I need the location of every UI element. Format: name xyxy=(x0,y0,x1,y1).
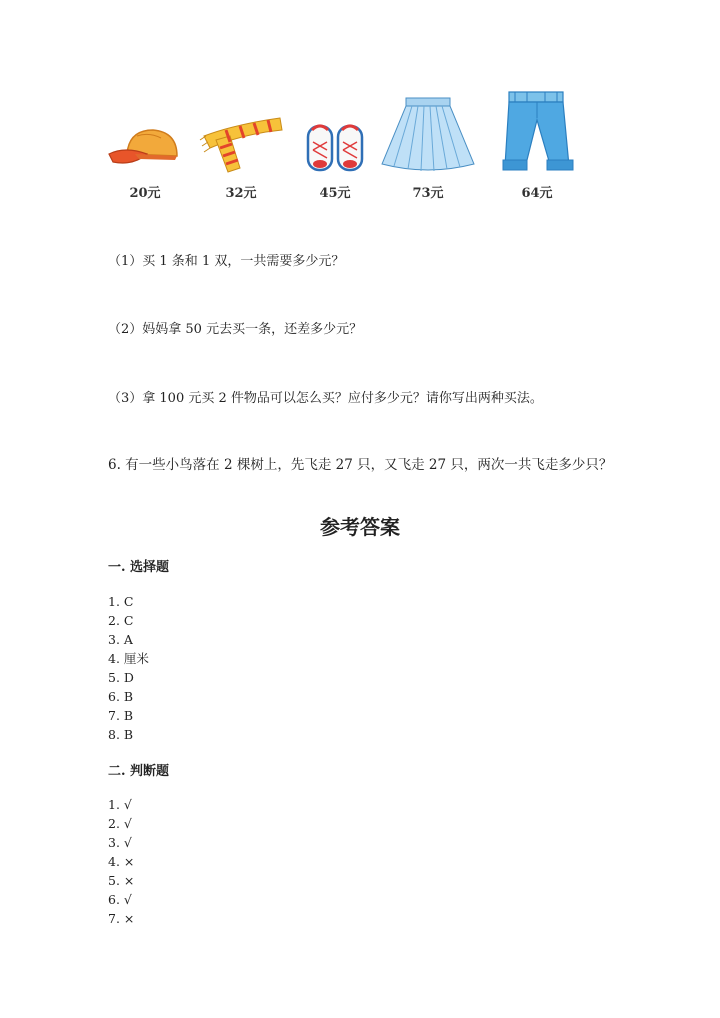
answer-item: 5. D xyxy=(108,670,134,685)
answer-item: 2. √ xyxy=(108,816,132,831)
question-2: （2）妈妈拿 50 元去买一条，还差多少元？ xyxy=(108,322,363,337)
item-skirt xyxy=(378,94,478,201)
question-1: （1）买 1 条和 1 双，一共需要多少元？ xyxy=(108,254,345,269)
answer-item: 4. 厘米 xyxy=(108,651,149,666)
answer-item: 6. B xyxy=(108,689,134,704)
section-judge-heading: 二. 判断题 xyxy=(108,764,170,779)
item-scarf xyxy=(196,114,286,201)
item-pants xyxy=(494,88,580,201)
answer-item: 5. × xyxy=(108,873,135,888)
answer-item: 6. √ xyxy=(108,892,132,907)
price-pants: 64元 xyxy=(521,186,553,201)
section-choice-heading: 一. 选择题 xyxy=(108,560,170,575)
question-3: （3）拿 100 元买 2 件物品可以怎么买？应付多少元？请你写出两种买法。 xyxy=(108,391,543,406)
answer-item: 4. × xyxy=(108,854,135,869)
answer-item: 3. A xyxy=(108,632,133,647)
shoes-icon xyxy=(302,120,368,176)
items-row xyxy=(0,80,720,220)
skirt-icon xyxy=(378,94,478,176)
answer-item: 1. √ xyxy=(108,797,132,812)
answer-item: 2. C xyxy=(108,613,134,628)
choice-answer-list xyxy=(108,592,149,744)
item-cap xyxy=(105,124,185,201)
judge-answer-list xyxy=(108,795,134,928)
price-skirt: 73元 xyxy=(412,186,444,201)
cap-icon xyxy=(105,124,185,176)
answer-item: 3. √ xyxy=(108,835,132,850)
answer-item: 7. B xyxy=(108,708,134,723)
price-shoes: 45元 xyxy=(319,186,351,201)
scarf-icon xyxy=(196,114,286,176)
answer-item: 8. B xyxy=(108,727,134,742)
problem-6: 6. 有一些小鸟落在 2 棵树上，先飞走 27 只，又飞走 27 只，两次一共飞走多少只？ xyxy=(108,457,613,473)
price-cap: 20元 xyxy=(129,186,161,201)
pants-icon xyxy=(497,88,577,176)
item-shoes xyxy=(300,120,370,201)
answer-item: 7. × xyxy=(108,911,135,926)
answers-title: 参考答案 xyxy=(320,515,400,539)
answer-item: 1. C xyxy=(108,594,134,609)
price-scarf: 32元 xyxy=(225,186,257,201)
